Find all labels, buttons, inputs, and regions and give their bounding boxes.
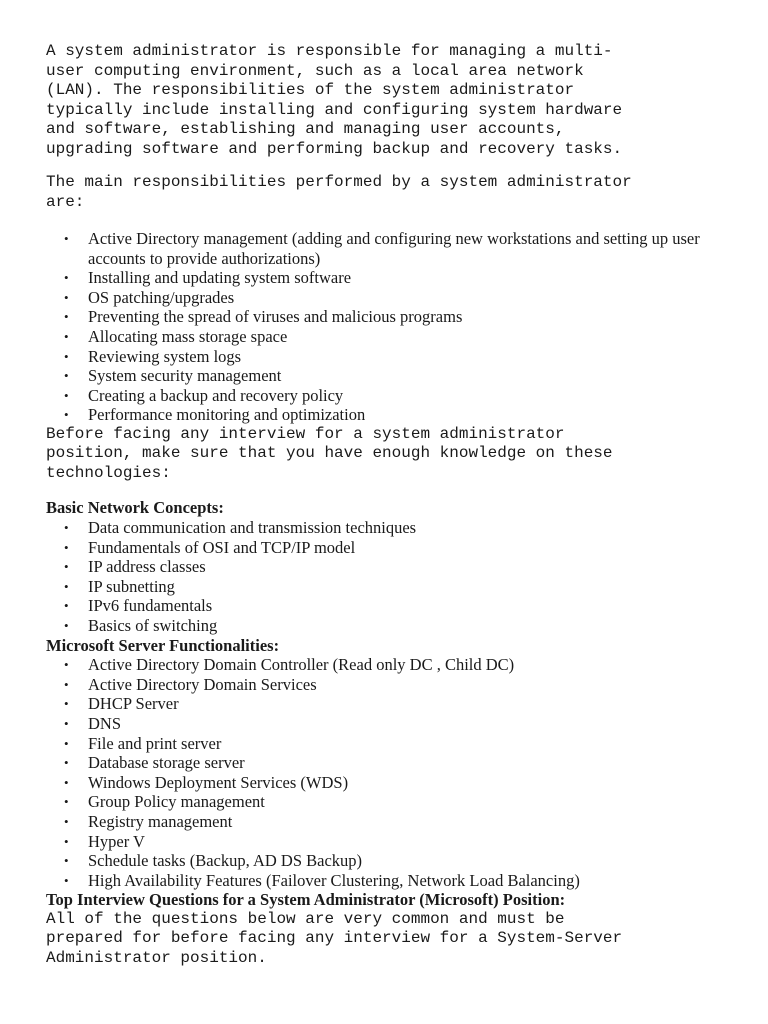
list-item: • IP address classes xyxy=(88,557,726,577)
list-item: • Active Directory Domain Controller (Read only DC , Child DC) xyxy=(88,655,726,675)
list-item: • Active Directory management (adding and configuring new workstations and setting up user accounts to provide authorizations) xyxy=(88,229,726,268)
interview-questions-heading: Top Interview Questions for a System Administrator (Microsoft) Position: xyxy=(46,890,566,910)
list-item: • Group Policy management xyxy=(88,792,726,812)
list-item: • System security management xyxy=(88,366,726,386)
list-item: • High Availability Features (Failover Clustering, Network Load Balancing) xyxy=(88,871,726,891)
list-item: • Registry management xyxy=(88,812,726,832)
list-item: • Creating a backup and recovery policy xyxy=(88,386,726,406)
list-item: • File and print server xyxy=(88,734,726,754)
list-item: • Preventing the spread of viruses and malicious programs xyxy=(88,307,726,327)
list-item: • OS patching/upgrades xyxy=(88,288,726,308)
list-item: • Windows Deployment Services (WDS) xyxy=(88,773,726,793)
server-functionalities-heading: Microsoft Server Functionalities: xyxy=(46,635,280,655)
list-item: • Hyper V xyxy=(88,832,726,852)
list-item: • Active Directory Domain Services xyxy=(88,675,726,695)
list-item: • IPv6 fundamentals xyxy=(88,596,726,616)
intro-paragraph: A system administrator is responsible for managing a multi- user computing environment, such as a local area network (LAN). The responsibilities of the system administrator typically include installing and configuring system hardware and software, establishing and managing user accounts, upgrading software and performing backup and recovery tasks. xyxy=(46,42,623,158)
network-concepts-heading: Basic Network Concepts: xyxy=(46,498,224,518)
list-item: • DNS xyxy=(88,714,726,734)
list-item: • Data communication and transmission techniques xyxy=(88,518,726,538)
list-item: • Performance monitoring and optimization xyxy=(88,405,726,425)
list-item: • Allocating mass storage space xyxy=(88,327,726,347)
interview-questions-paragraph: All of the questions below are very common and must be prepared for before facing any interview for a System-Server Administrator position. xyxy=(46,909,623,967)
network-concepts-list xyxy=(46,518,726,636)
list-item: • Basics of switching xyxy=(88,616,726,636)
responsibilities-list xyxy=(46,229,726,425)
server-functionalities-list xyxy=(46,655,726,890)
responsibilities-intro: The main responsibilities performed by a system administrator are: xyxy=(46,173,632,211)
list-item: • DHCP Server xyxy=(88,694,726,714)
list-item: • IP subnetting xyxy=(88,577,726,597)
list-item: • Installing and updating system software xyxy=(88,268,726,288)
document-page xyxy=(46,42,726,968)
before-interview-paragraph: Before facing any interview for a system administrator position, make sure that you have enough knowledge on these technologies: xyxy=(46,424,613,482)
list-item: • Fundamentals of OSI and TCP/IP model xyxy=(88,538,726,558)
list-item: • Database storage server xyxy=(88,753,726,773)
list-item: • Schedule tasks (Backup, AD DS Backup) xyxy=(88,851,726,871)
list-item: • Reviewing system logs xyxy=(88,347,726,367)
